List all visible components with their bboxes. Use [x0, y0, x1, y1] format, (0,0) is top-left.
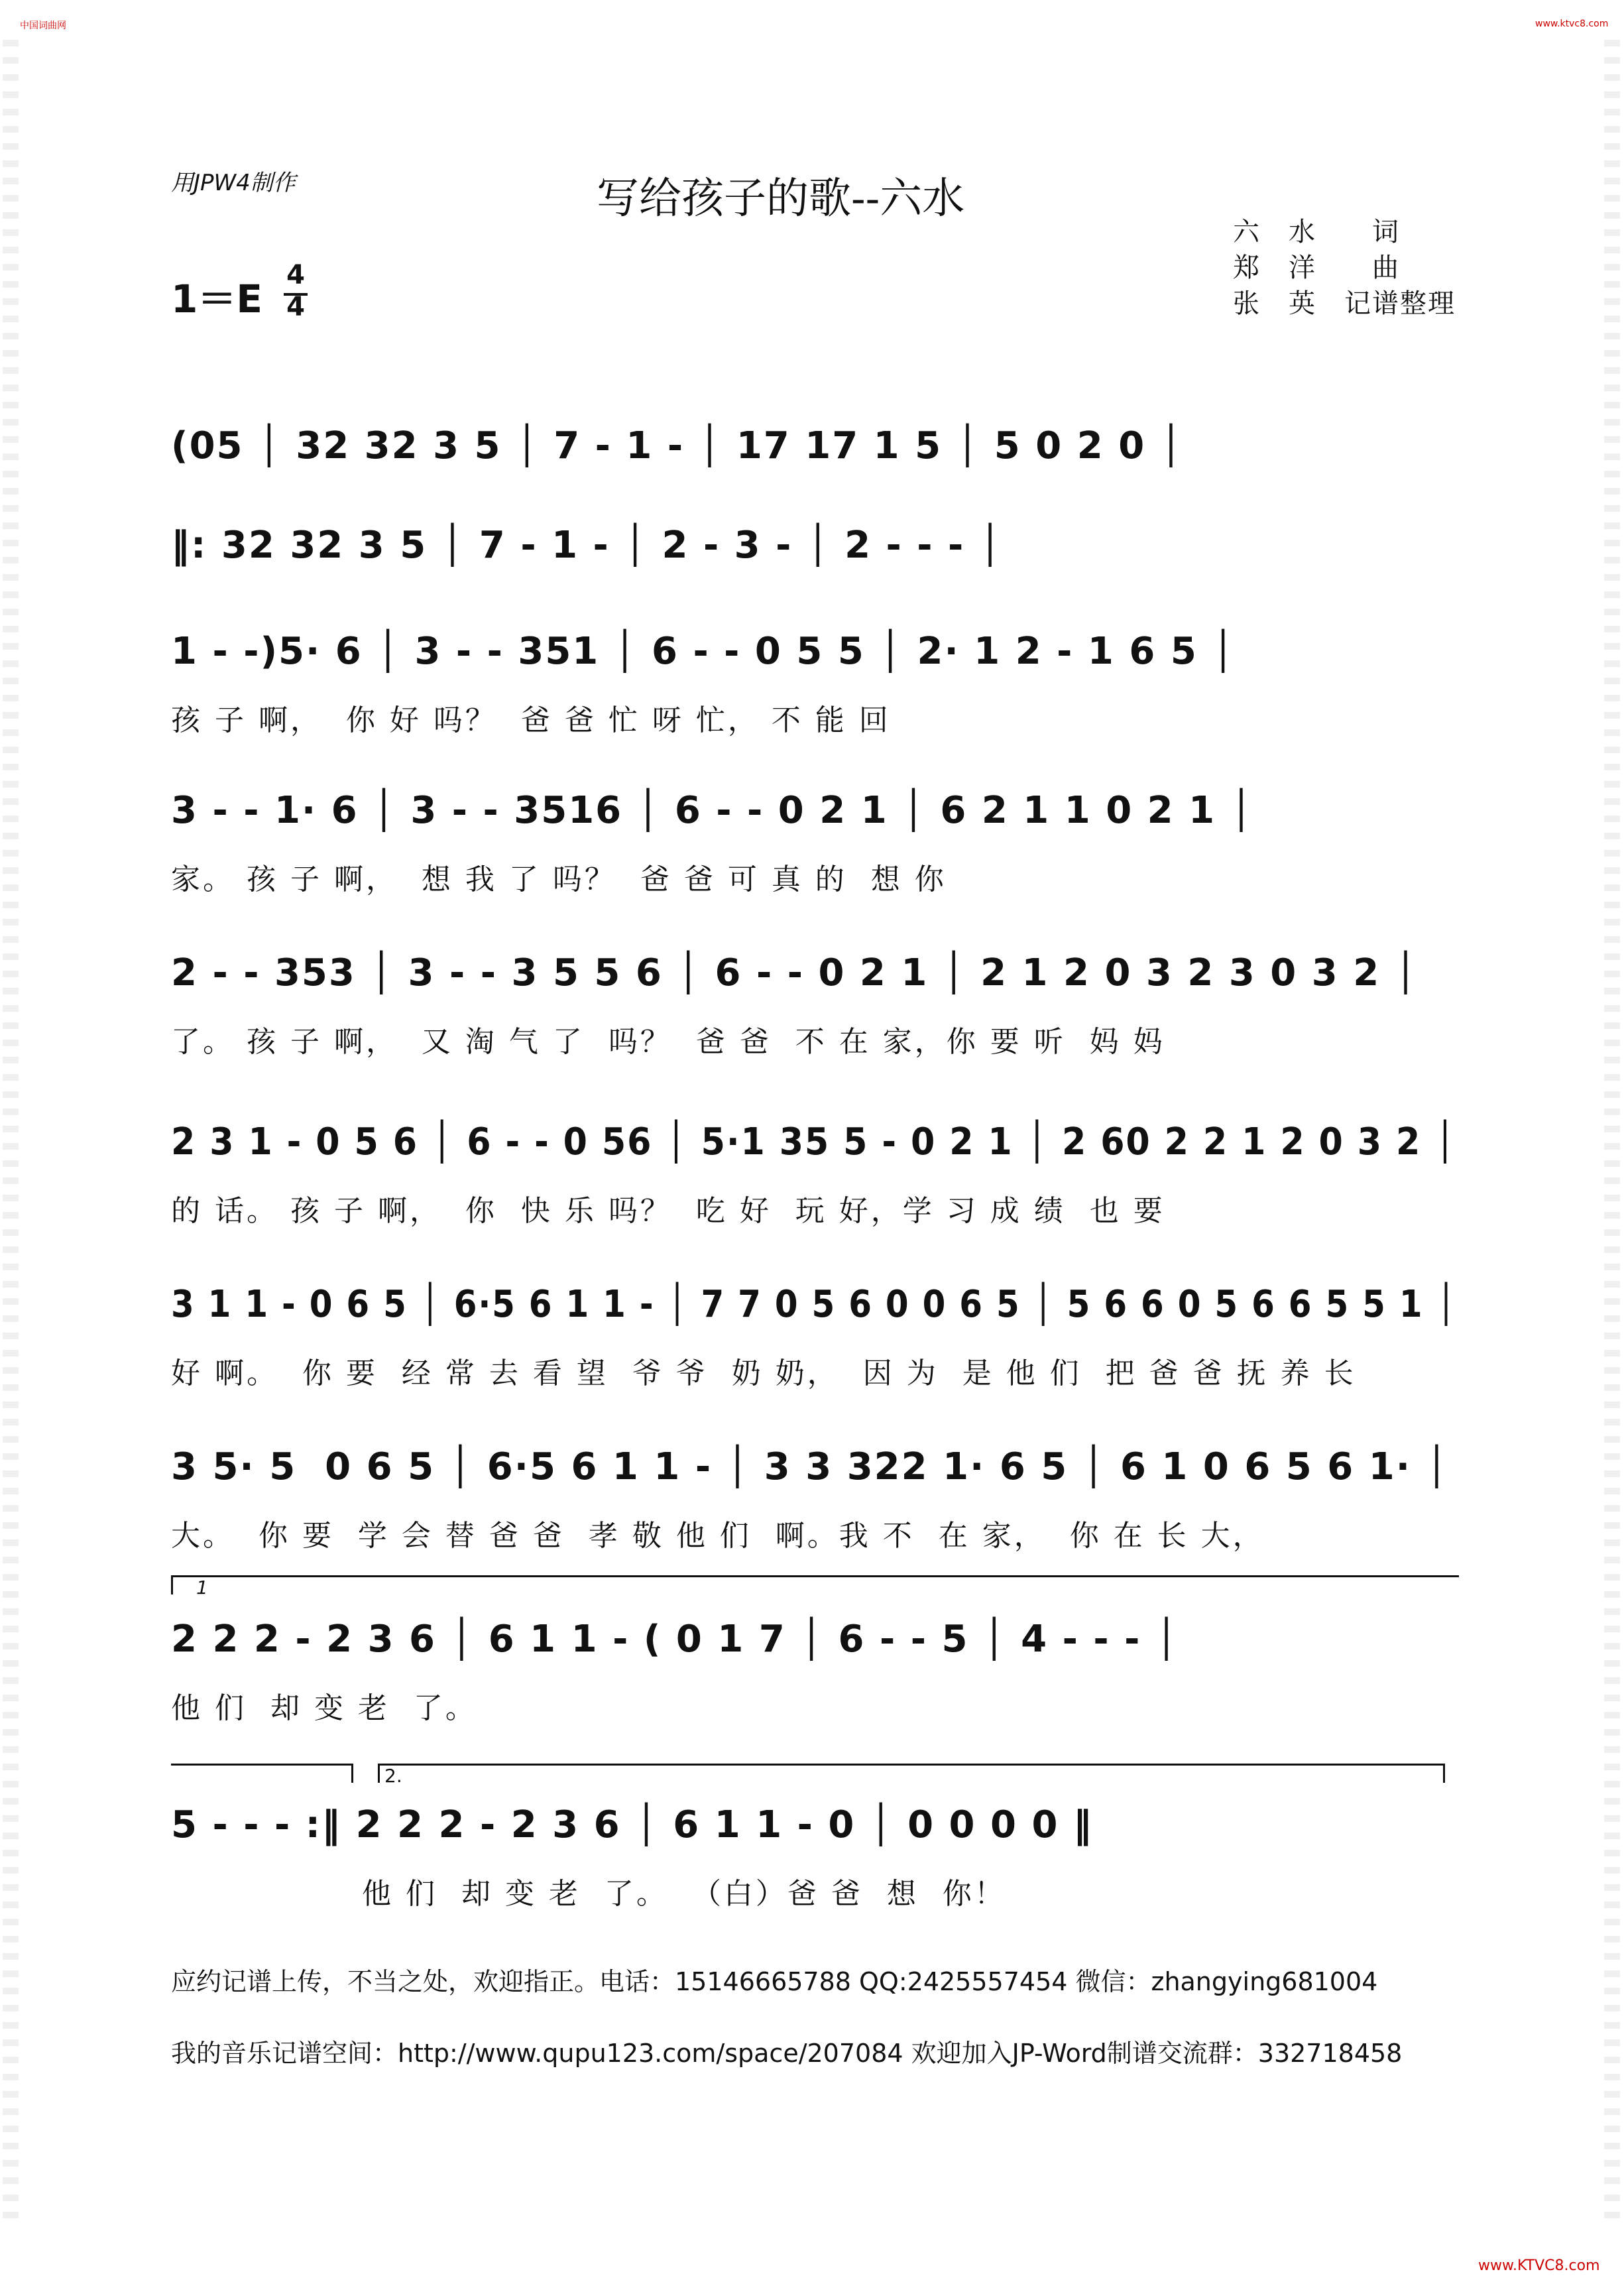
notation-line: 2 3 1 - 0 5 6 │ 6 - - 0 56 │ 5·1 35 5 - 0 2 1 │ 2 60 2 2 1 2 0 3 2 │ — [171, 1120, 1457, 1164]
notation-line: 2 2 2 - 2 3 6 │ 6 1 1 - ( 0 1 7 │ 6 - - 5 │ 4 - - - │ — [171, 1618, 1179, 1661]
watermark-bottom-right: www.KTVC8.com — [1478, 2257, 1600, 2274]
time-signature-top: 4 — [286, 260, 305, 290]
first-ending-bracket — [171, 1575, 1459, 1594]
credit-transcriber: 张 英 记谱整理 — [1233, 288, 1456, 319]
second-ending-number: 2. — [384, 1765, 402, 1787]
right-border-decoration — [1604, 40, 1620, 2228]
score-line — [171, 1120, 1457, 1228]
watermark-top-left: 中国词曲网 — [20, 21, 66, 31]
first-ending-bracket-end — [171, 1764, 353, 1783]
left-border-decoration — [3, 40, 19, 2228]
first-ending-number: 1 — [196, 1577, 208, 1598]
credit-composer: 郑 洋 曲 — [1233, 253, 1400, 283]
second-ending-bracket — [378, 1764, 1445, 1783]
lyrics-line: 大。 你 要 学 会 替 爸 爸 孝 敬 他 们 啊。我 不 在 家， 你 在 长 大， — [171, 1519, 1265, 1553]
notation-line: 1 - -)5· 6 │ 3 - - 351 │ 6 - - 0 5 5 │ 2· 1 2 - 1 6 5 │ — [171, 630, 1236, 673]
score-line — [171, 1445, 1457, 1553]
lyrics-line: 了。 孩 子 啊， 又 淘 气 了 吗？ 爸 爸 不 在 家，你 要 听 妈 妈 — [171, 1025, 1165, 1059]
score-line — [171, 630, 1457, 737]
score-line — [171, 524, 1457, 617]
notation-line: 3 1 1 - 0 6 5 │ 6·5 6 1 1 - │ 7 7 0 5 6 0 0 6 5 │ 5 6 6 0 5 6 6 5 5 1 │ — [171, 1283, 1458, 1326]
lyrics-line: 他 们 却 变 老 了。 （白）爸 爸 想 你！ — [171, 1877, 1006, 1911]
score-line — [171, 1803, 1457, 1911]
key-signature: 1＝E — [171, 276, 262, 322]
footer-space-link: 我的音乐记谱空间：http://www.qupu123.com/space/207084 欢迎加入JP-Word制谱交流群：332718458 — [171, 2039, 1403, 2068]
notation-line: 3 - - 1· 6 │ 3 - - 3516 │ 6 - - 0 2 1 │ 6 2 1 1 0 2 1 │ — [171, 789, 1254, 832]
notation-line: (05 │ 32 32 3 5 │ 7 - 1 - │ 17 17 1 5 │ 5 0 2 0 │ — [171, 424, 1184, 467]
score-line — [171, 789, 1457, 896]
lyrics-line: 的 话。 孩 子 啊， 你 快 乐 吗？ 吃 好 玩 好，学 习 成 绩 也 要 — [171, 1194, 1165, 1228]
lyrics-line: 孩 子 啊， 你 好 吗？ 爸 爸 忙 呀 忙， 不 能 回 — [171, 703, 891, 737]
score-line — [171, 424, 1457, 517]
watermark-top-right: www.ktvc8.com — [1535, 19, 1609, 29]
lyrics-line: 他 们 却 变 老 了。 — [171, 1691, 477, 1725]
credit-lyricist: 六 水 词 — [1233, 217, 1400, 247]
notation-line: 3 5· 5 0 6 5 │ 6·5 6 1 1 - │ 3 3 322 1· 6 5 │ 6 1 0 6 5 6 1· │ — [171, 1445, 1450, 1488]
score-line — [171, 1618, 1457, 1725]
score-line — [171, 1283, 1458, 1390]
lyrics-line: 好 啊。 你 要 经 常 去 看 望 爷 爷 奶 奶， 因 为 是 他 们 把 爸 爸 抚 养 长 — [171, 1356, 1356, 1390]
software-note: 用JPW4制作 — [171, 170, 296, 196]
notation-line: 5 - - - :‖ 2 2 2 - 2 3 6 │ 6 1 1 - 0 │ 0 0 0 0 ‖ — [171, 1803, 1093, 1846]
notation-line: 2 - - 353 │ 3 - - 3 5 5 6 │ 6 - - 0 2 1 │ 2 1 2 0 3 2 3 0 3 2 │ — [171, 951, 1419, 994]
notation-line: ‖: 32 32 3 5 │ 7 - 1 - │ 2 - 3 - │ 2 - - - │ — [171, 524, 1003, 567]
score-line — [171, 951, 1457, 1059]
time-signature-bottom: 4 — [286, 292, 305, 322]
page-title: 写给孩子的歌--六水 — [597, 174, 965, 223]
footer-contact: 应约记谱上传，不当之处，欢迎指正。电话：15146665788 QQ:2425557454 微信：zhangying681004 — [171, 1967, 1378, 1996]
lyrics-line: 家。 孩 子 啊， 想 我 了 吗？ 爸 爸 可 真 的 想 你 — [171, 863, 947, 896]
